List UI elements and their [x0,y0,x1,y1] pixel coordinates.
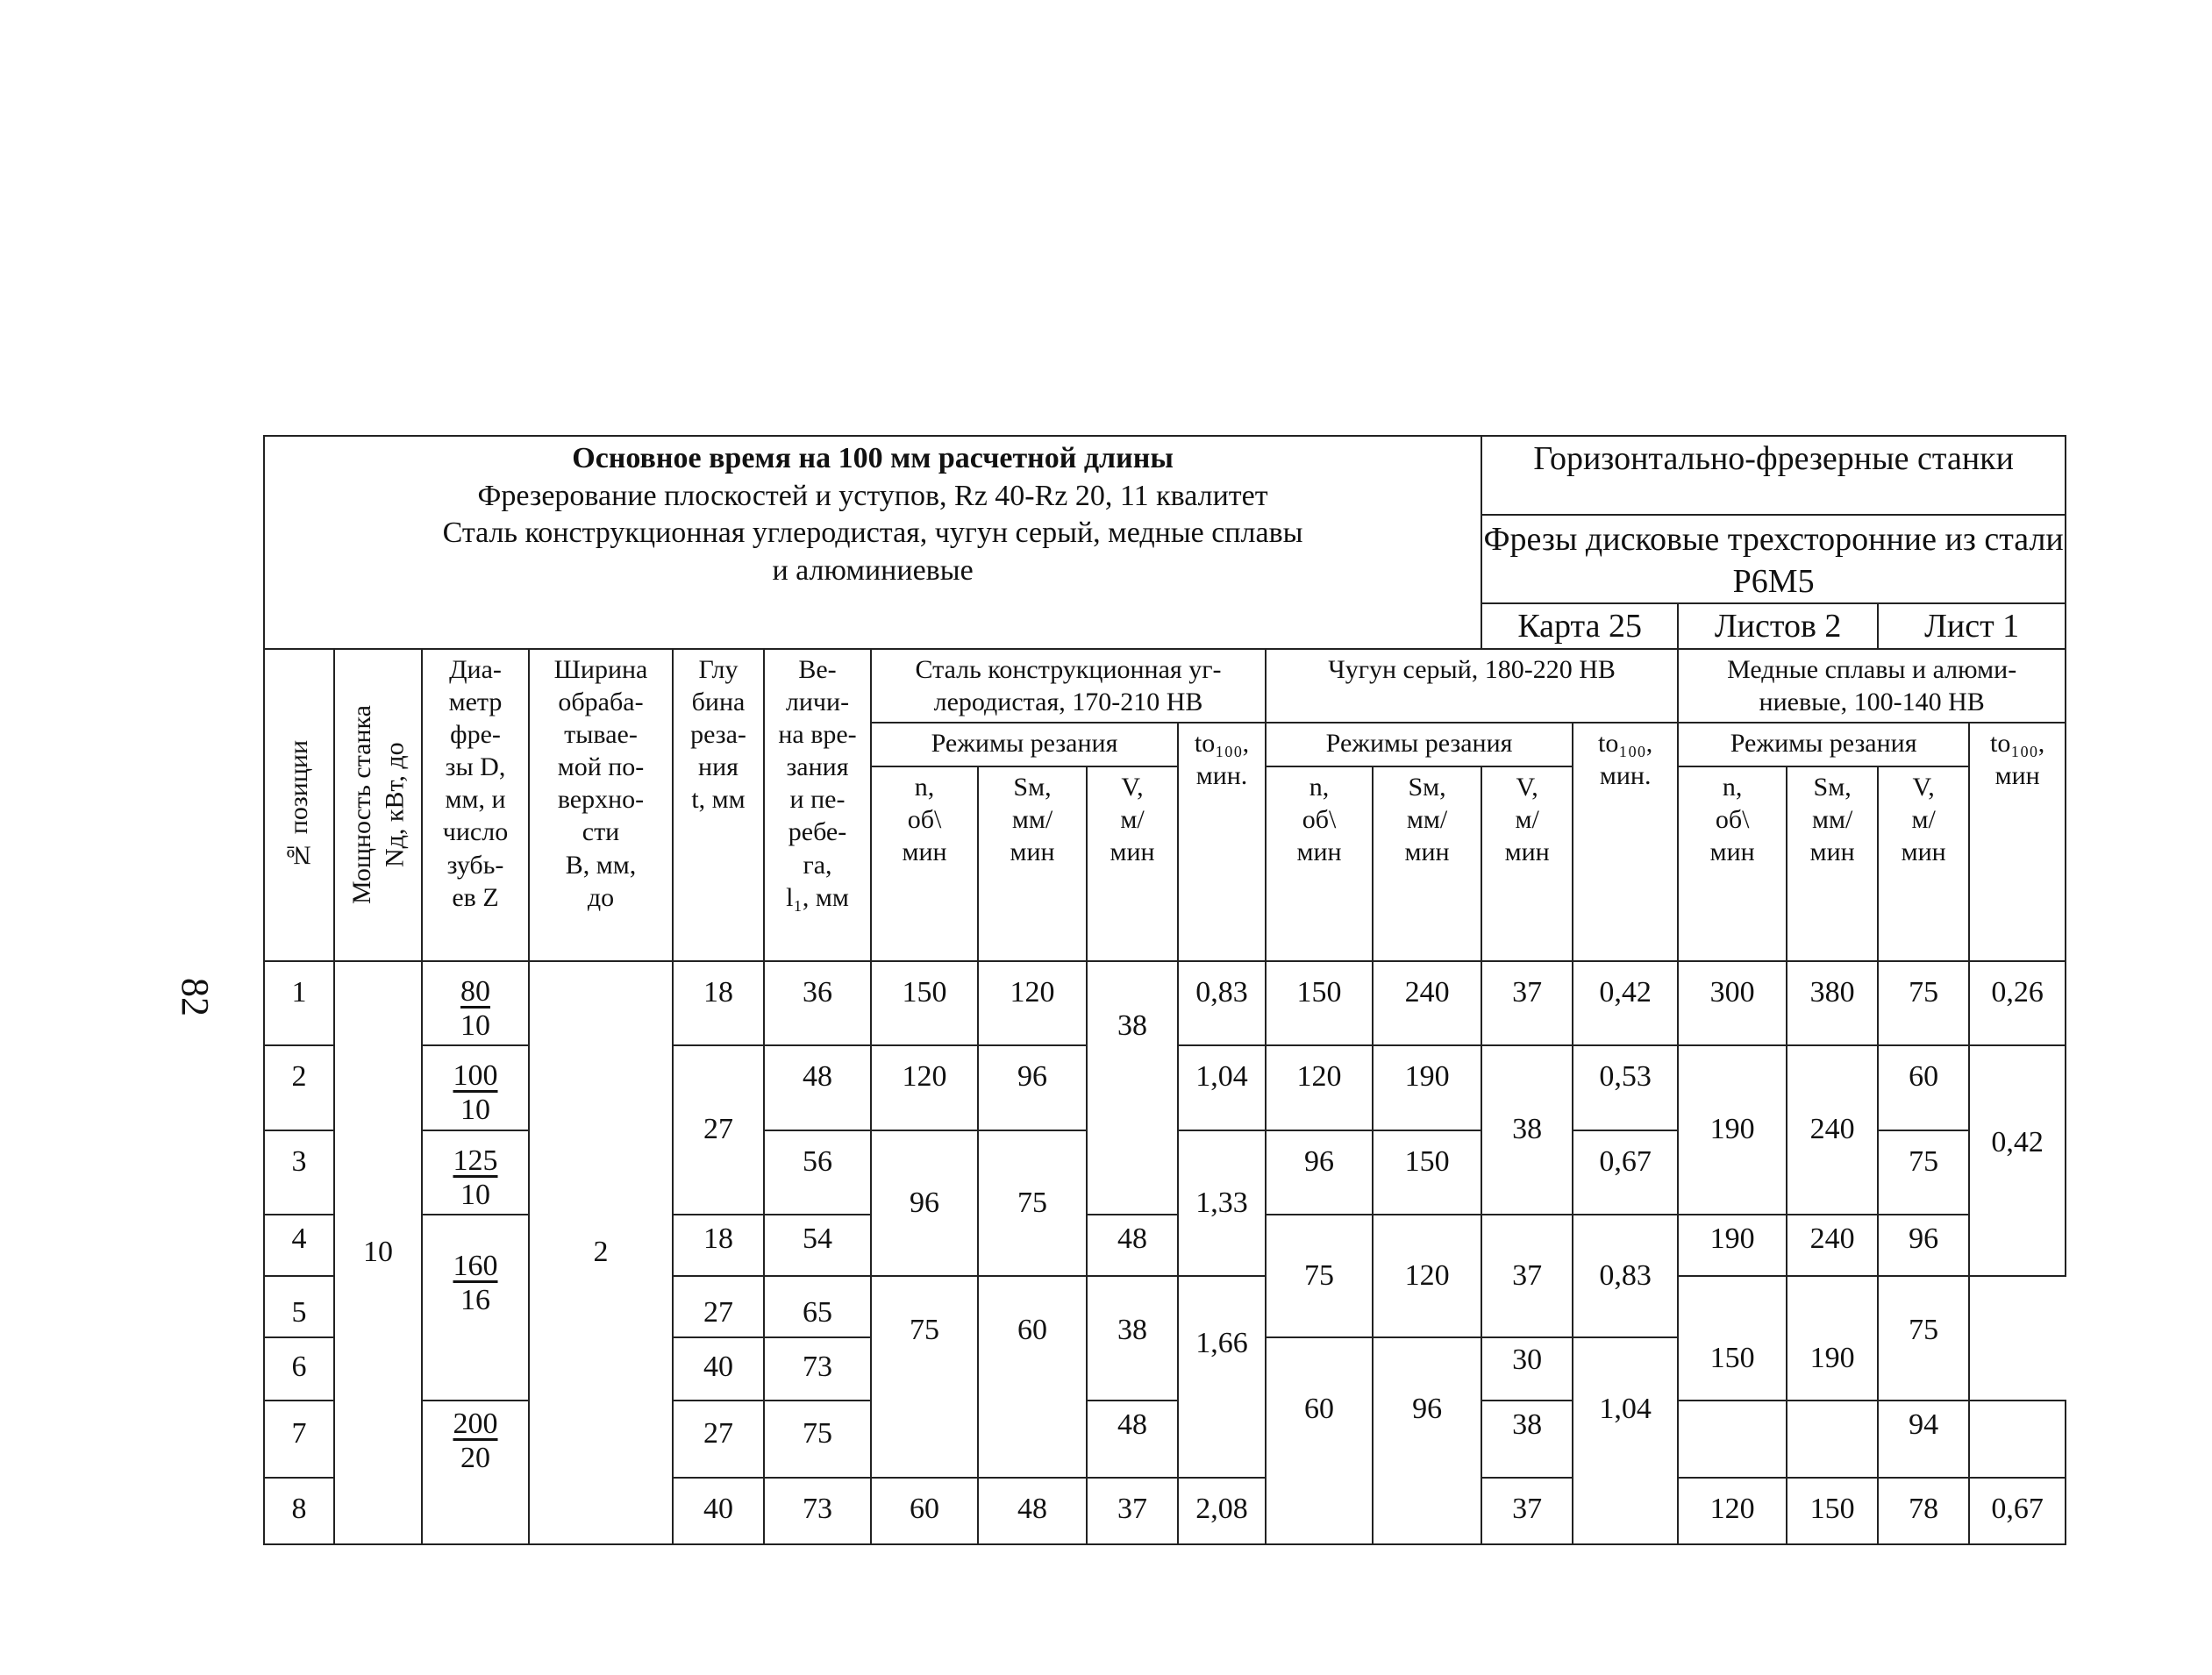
steel-n-cell: 75 [871,1276,978,1478]
col-power-label: Мощность станка Nд, кВт, до [346,704,409,905]
iron-sm-cell: 96 [1373,1337,1481,1544]
sheet-number: Лист 1 [1878,603,2066,649]
pos-cell: 4 [264,1215,334,1276]
copper-sm-cell [1787,1401,1878,1478]
steel-to-cell: 1,04 [1178,1045,1266,1130]
tool-type: Фрезы дисковые трехсторонние из стали Р6М5 [1481,515,2066,603]
iron-to-cell: 0,42 [1573,961,1678,1046]
pos-cell: 8 [264,1478,334,1544]
steel-n-cell: 150 [871,961,978,1046]
card-title-block [264,436,1481,649]
col-power [334,649,422,961]
pos-cell: 3 [264,1130,334,1215]
steel-to-head: to₁₀₀, мин. [1178,723,1266,961]
steel-to-cell: 0,83 [1178,961,1266,1046]
col-width: Ширина обраба- тывае- мой по- верхно- сти B, мм, до [529,649,673,961]
card-number: Карта 25 [1481,603,1678,649]
col-position-label: № позиции [284,739,314,870]
machine-type: Горизонтально-фрезерные станки [1481,436,2066,515]
depth-cell: 27 [673,1401,764,1478]
teeth-value: 10 [460,1009,490,1042]
iron-sm-cell: 120 [1373,1215,1481,1337]
steel-v-cell: 38 [1087,961,1178,1215]
col-depth: Глу бина реза- ния t, мм [673,649,764,961]
pos-cell: 5 [264,1276,334,1337]
l1-cell: 54 [764,1215,871,1276]
iron-to-cell: 0,83 [1573,1215,1678,1337]
l1-cell: 73 [764,1478,871,1544]
iron-to-cell: 0,67 [1573,1130,1678,1215]
diameter-cell [422,1401,529,1544]
steel-sm-cell: 48 [978,1478,1087,1544]
iron-n-cell: 120 [1266,1045,1373,1130]
copper-to-cell [1969,1401,2066,1478]
copper-sm-cell: 190 [1787,1276,1878,1401]
steel-sm-cell: 75 [978,1130,1087,1277]
depth-cell: 18 [673,1215,764,1276]
col-position [264,649,334,961]
copper-to-head: to₁₀₀, мин [1969,723,2066,961]
copper-n-cell: 150 [1678,1276,1787,1401]
depth-cell: 40 [673,1337,764,1401]
material-line-cont: и алюминиевые [772,553,974,587]
diameter-value: 160 [453,1250,498,1283]
copper-sm-head: Sм, мм/ мин [1787,766,1878,961]
col-diameter: Диа- метр фре- зы D, мм, и число зубь- ев Z [422,649,529,961]
depth-cell: 27 [673,1276,764,1337]
l1-cell: 36 [764,961,871,1046]
steel-regimes: Режимы резания [871,723,1178,766]
operation-line: Фрезерование плоскостей и уступов, Rz 40-Rz 20, 11 квалитет [477,479,1268,512]
teeth-value: 10 [460,1094,490,1127]
steel-v-cell: 48 [1087,1215,1178,1276]
copper-v-head: V, м/ мин [1878,766,1969,961]
steel-sm-cell: 60 [978,1276,1087,1478]
iron-n-cell: 96 [1266,1130,1373,1215]
copper-sm-cell: 240 [1787,1045,1878,1215]
diameter-value: 125 [453,1144,498,1177]
copper-regimes: Режимы резания [1678,723,1969,766]
depth-cell: 40 [673,1478,764,1544]
iron-n-cell: 75 [1266,1215,1373,1337]
iron-to-head: to₁₀₀, мин. [1573,723,1678,961]
steel-v-cell: 37 [1087,1478,1178,1544]
steel-n-cell: 120 [871,1045,978,1130]
depth-cell: 18 [673,961,764,1046]
width-cell: 2 [529,961,673,1545]
copper-sm-cell: 380 [1787,961,1878,1046]
copper-n-cell [1678,1401,1787,1478]
teeth-value: 20 [460,1442,490,1475]
steel-to-cell: 1,33 [1178,1130,1266,1277]
copper-v-cell: 60 [1878,1045,1969,1130]
l1-cell: 73 [764,1337,871,1401]
steel-n-head: n, об\ мин [871,766,978,961]
copper-v-cell: 96 [1878,1215,1969,1276]
card-title: Основное время на 100 мм расчетной длины [572,442,1174,474]
iron-n-cell: 60 [1266,1337,1373,1544]
page-number: 82 [174,978,217,1016]
diameter-value: 100 [453,1059,498,1093]
iron-sm-cell: 150 [1373,1130,1481,1215]
power-cell: 10 [334,961,422,1545]
copper-v-cell: 75 [1878,961,1969,1046]
pos-cell: 6 [264,1337,334,1401]
copper-to-cell: 0,67 [1969,1478,2066,1544]
l1-cell: 75 [764,1401,871,1478]
diameter-value: 80 [460,974,490,1008]
diameter-cell [422,1215,529,1401]
sheet-count: Листов 2 [1678,603,1878,649]
teeth-value: 16 [460,1284,490,1317]
steel-v-cell: 38 [1087,1276,1178,1401]
iron-sm-head: Sм, мм/ мин [1373,766,1481,961]
steel-n-cell: 96 [871,1130,978,1277]
iron-n-head: n, об\ мин [1266,766,1373,961]
copper-sm-cell: 150 [1787,1478,1878,1544]
norms-table [263,435,2066,1545]
group-steel: Сталь конструкционная уг- леродистая, 170-210 НВ [871,649,1266,723]
copper-sm-cell: 240 [1787,1215,1878,1276]
iron-sm-cell: 190 [1373,1045,1481,1130]
iron-sm-cell: 240 [1373,961,1481,1046]
col-cut-length: Ве- личи- на вре- зания и пе- ребе- га, l₁, мм [764,649,871,961]
iron-to-cell: 0,53 [1573,1045,1678,1130]
copper-v-cell: 78 [1878,1478,1969,1544]
iron-v-cell: 37 [1481,1478,1573,1544]
copper-to-cell: 0,42 [1969,1045,2066,1276]
copper-n-head: n, об\ мин [1678,766,1787,961]
steel-sm-head: Sм, мм/ мин [978,766,1087,961]
pos-cell: 1 [264,961,334,1046]
l1-cell: 48 [764,1045,871,1130]
steel-n-cell: 60 [871,1478,978,1544]
copper-n-cell: 190 [1678,1215,1787,1276]
copper-n-cell: 190 [1678,1045,1787,1215]
iron-n-cell: 150 [1266,961,1373,1046]
material-line: Сталь конструкционная углеродистая, чугун серый, медные сплавы [442,517,1303,549]
copper-n-cell: 300 [1678,961,1787,1046]
copper-v-cell: 75 [1878,1130,1969,1215]
copper-v-cell: 94 [1878,1401,1969,1478]
pos-cell: 7 [264,1401,334,1478]
iron-to-cell: 1,04 [1573,1337,1678,1544]
teeth-value: 10 [460,1178,490,1211]
iron-v-cell: 37 [1481,961,1573,1046]
steel-v-head: V, м/ мин [1087,766,1178,961]
l1-cell: 56 [764,1130,871,1215]
copper-n-cell: 120 [1678,1478,1787,1544]
steel-v-cell: 48 [1087,1401,1178,1478]
iron-v-cell: 38 [1481,1045,1573,1215]
steel-to-cell: 1,66 [1178,1276,1266,1478]
iron-regimes: Режимы резания [1266,723,1573,766]
iron-v-cell: 38 [1481,1401,1573,1478]
copper-to-cell: 0,26 [1969,961,2066,1046]
diameter-cell [422,1130,529,1215]
iron-v-cell: 30 [1481,1337,1573,1401]
steel-sm-cell: 120 [978,961,1087,1046]
group-copper: Медные сплавы и алюми- ниевые, 100-140 НВ [1678,649,2066,723]
iron-v-head: V, м/ мин [1481,766,1573,961]
pos-cell: 2 [264,1045,334,1130]
steel-sm-cell: 96 [978,1045,1087,1130]
copper-v-cell: 75 [1878,1276,1969,1401]
diameter-value: 200 [453,1408,498,1441]
depth-cell: 27 [673,1045,764,1215]
steel-to-cell: 2,08 [1178,1478,1266,1544]
diameter-cell [422,961,529,1046]
group-iron: Чугун серый, 180-220 НВ [1266,649,1678,723]
l1-cell: 65 [764,1276,871,1337]
iron-v-cell: 37 [1481,1215,1573,1337]
diameter-cell [422,1045,529,1130]
